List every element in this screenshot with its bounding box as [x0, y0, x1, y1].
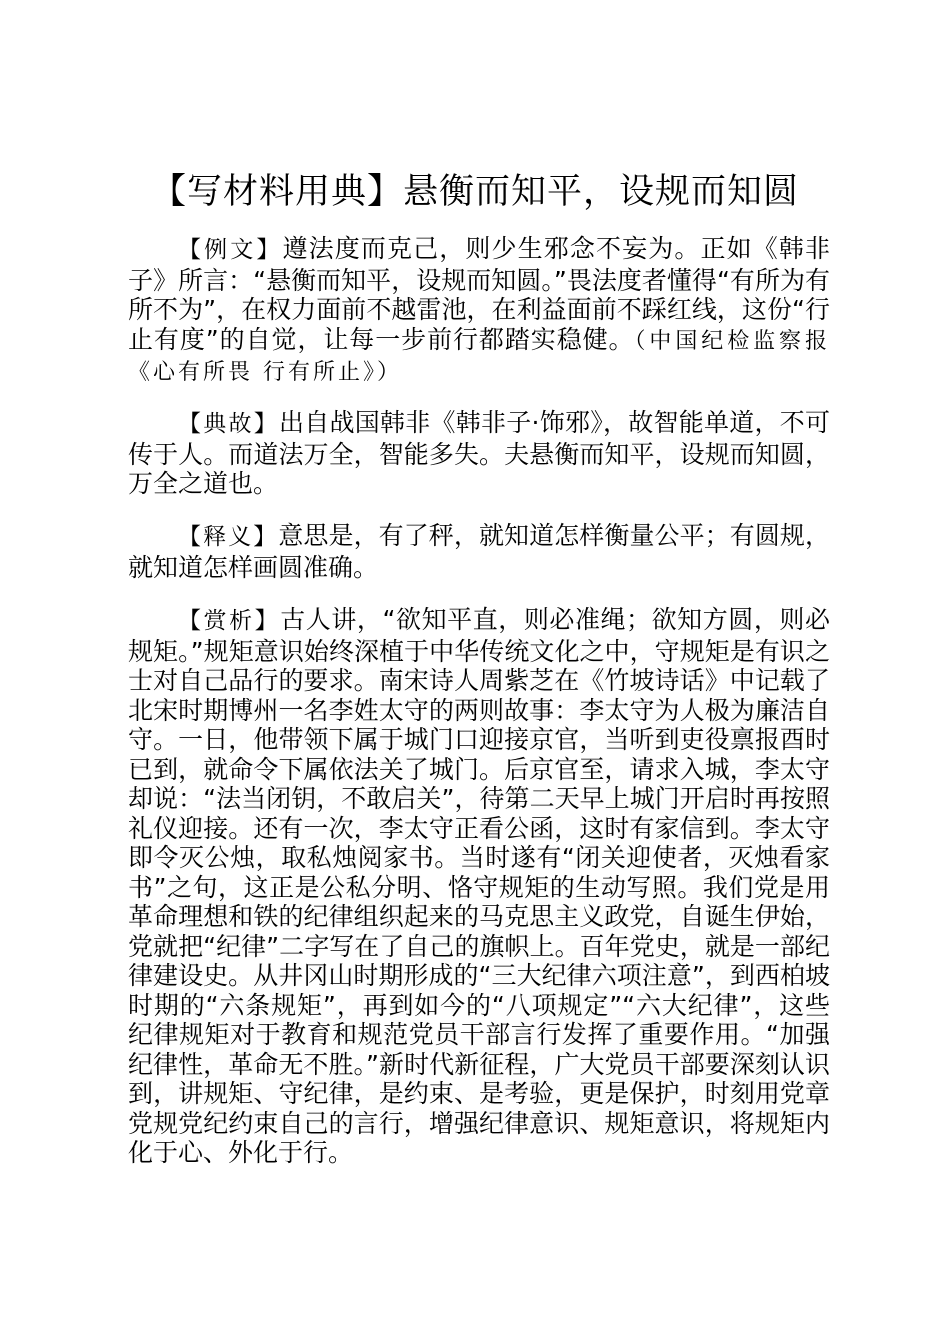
commentary-paragraph — [128, 605, 830, 1168]
example-paragraph — [128, 234, 830, 388]
meaning-text: 意思是，有了秤，就知道怎样衡量公平；有圆规，就知道怎样画圆准确。 — [128, 521, 830, 582]
document-title: 【写材料用典】悬衡而知平，设规而知圆 — [150, 172, 799, 212]
origin-text: 出自战国韩非《韩非子·饰邪》，故智能单道，不可传于人。而道法万全，智能多失。夫悬衡而知平，设规而知圆，万全之道也。 — [128, 408, 831, 498]
example-text: 遵法度而克己，则少生邪念不妄为。正如《韩非子》所言：“悬衡而知平，设规而知圆。”畏法度者懂得“有所为有所不为”，在权力面前不越雷池，在利益面前不踩红线，这份“行止有度”的自觉，让每一步前行都踏实稳健。 — [128, 234, 830, 354]
commentary-tag: 【赏析】 — [178, 608, 281, 634]
example-source: （中国纪检监察报《心有所畏 行有所止》） — [128, 328, 830, 385]
origin-tag: 【典故】 — [178, 411, 280, 437]
example-tag: 【例文】 — [178, 237, 283, 263]
origin-paragraph — [128, 408, 830, 499]
commentary-text: 古人讲，“欲知平直，则必准绳；欲知方圆，则必规矩。”规矩意识始终深植于中华传统文化之中，守规矩是有识之士对自己品行的要求。南宋诗人周紫芝在《竹坡诗话》中记载了北宋时期博州一名李姓太守的两则故事：李太守为人极为廉洁自守。一日，他带领下属于城门口迎接京官，当听到吏役禀报酉时已到，就命令下属依法关了城门。后京官至，请求入城，李太守却说：“法当闭钥，不敢启关”，待第二天早上城门开启时再按照礼仪迎接。还有一次，李太守正看公函，这时有家信到。李太守即令灭公烛，取私烛阅家书。当时遂有“闭关迎使者，灭烛看家书”之句，这正是公私分明、恪守规矩的生动写照。我们党是用革命理想和铁的纪律组织起来的马克思主义政党，自诞生伊始，党就把“纪律”二字写在了自己的旗帜上。百年党史，就是一部纪律建设史。从井冈山时期形成的“三大纪律六项注意”，到西柏坡时期的“六条规矩”，再到如今的“八项规定”“六大纪律”，这些纪律规矩对于教育和规范党员干部言行发挥了重要作用。“加强纪律性，革命无不胜。”新时代新征程，广大党员干部要深刻认识到，讲规矩、守纪律，是约束、是考验，更是保护，时刻用党章党规党纪约束自己的言行，增强纪律意识、规矩意识，将规矩内化于心、外化于行。 — [128, 605, 830, 1167]
meaning-tag: 【释义】 — [178, 524, 279, 550]
meaning-paragraph — [128, 521, 830, 582]
